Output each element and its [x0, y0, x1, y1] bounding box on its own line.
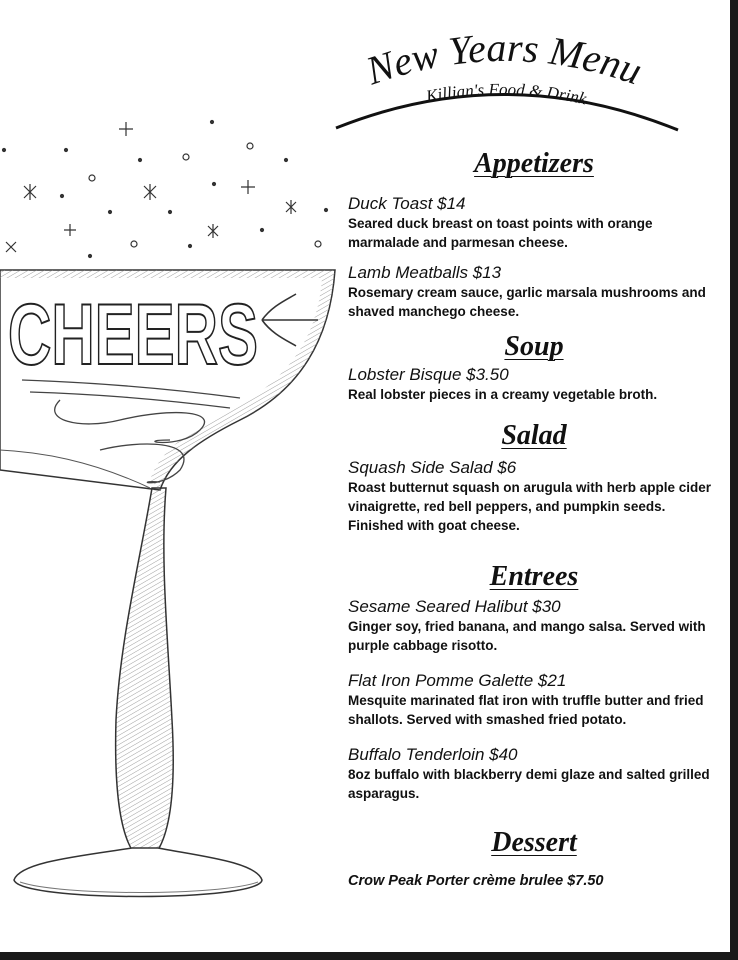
menu-content [348, 146, 720, 891]
section-title-appetizers: Appetizers [474, 148, 594, 179]
menu-item [348, 671, 720, 729]
item-description: 8oz buffalo with blackberry demi glaze and salted grilled asparagus. [348, 767, 710, 801]
glass-stem [116, 488, 174, 850]
menu-title-block [326, 20, 686, 140]
menu-item [348, 194, 720, 252]
item-name: Squash Side Salad $6 [348, 458, 517, 477]
section-title-salad: Salad [501, 420, 567, 451]
sparkles-decoration [3, 121, 328, 258]
item-name: Duck Toast $14 [348, 194, 466, 213]
item-description: Mesquite marinated flat iron with truffle butter and fried shallots. Served with smashed fried potato. [348, 693, 704, 727]
item-description: Seared duck breast on toast points with orange marmalade and parmesan cheese. [348, 216, 653, 250]
menu-item [348, 871, 720, 891]
item-name: Buffalo Tenderloin $40 [348, 745, 518, 764]
menu-item [348, 597, 720, 655]
item-description: Rosemary cream sauce, garlic marsala mushrooms and shaved manchego cheese. [348, 285, 706, 319]
menu-title: New Years Menu [360, 24, 648, 94]
menu-item [348, 263, 720, 321]
glass-base [14, 848, 262, 897]
section-title-dessert: Dessert [491, 827, 577, 858]
item-description: Roast butternut squash on arugula with herb apple cider vinaigrette, red bell peppers, and pumpkin seeds. Finished with goat cheese. [348, 480, 712, 533]
menu-item [348, 365, 720, 404]
item-name: Lamb Meatballs $13 [348, 263, 502, 282]
item-description: Real lobster pieces in a creamy vegetable broth. [348, 387, 658, 402]
title-arc-underline [336, 94, 678, 130]
restaurant-name: Killian's Food & Drink [424, 79, 589, 109]
section-title-entrees: Entrees [489, 561, 579, 592]
dessert-item: Crow Peak Porter crème brulee $7.50 [348, 873, 604, 889]
menu-item [348, 745, 720, 803]
item-name: Sesame Seared Halibut $30 [348, 597, 561, 616]
item-name: Flat Iron Pomme Galette $21 [348, 671, 567, 690]
item-description: Ginger soy, fried banana, and mango salsa. Served with purple cabbage risotto. [348, 619, 706, 653]
section-title-soup: Soup [504, 331, 564, 362]
item-name: Lobster Bisque $3.50 [348, 365, 509, 384]
menu-item [348, 458, 720, 535]
cheers-word: CHEERS [8, 287, 258, 383]
